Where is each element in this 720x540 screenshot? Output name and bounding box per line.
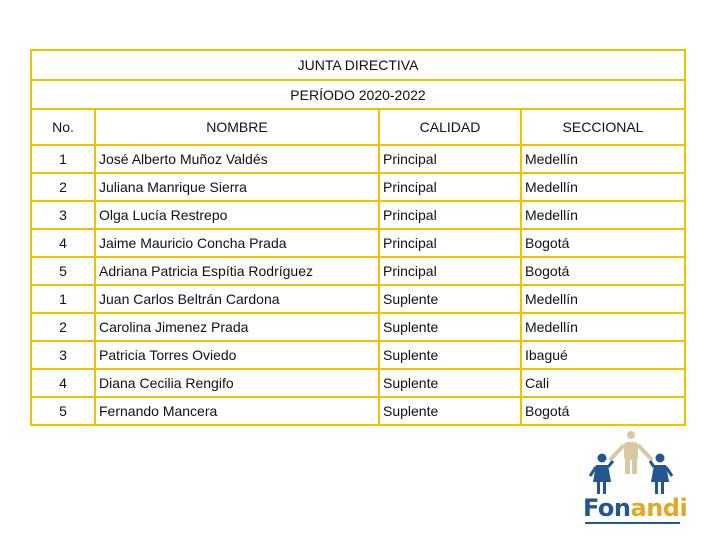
cell-seccional: Bogotá xyxy=(521,229,685,257)
header-name: NOMBRE xyxy=(95,109,379,145)
header-calidad: CALIDAD xyxy=(379,109,521,145)
table-row xyxy=(31,341,685,369)
cell-seccional: Medellín xyxy=(521,145,685,173)
cell-seccional: Medellín xyxy=(521,201,685,229)
cell-seccional: Medellín xyxy=(521,313,685,341)
cell-calidad: Principal xyxy=(379,229,521,257)
cell-no: 2 xyxy=(31,173,95,201)
table-title: JUNTA DIRECTIVA xyxy=(31,50,685,80)
cell-calidad: Principal xyxy=(379,257,521,285)
period-row xyxy=(31,80,685,109)
table-row xyxy=(31,257,685,285)
header-seccional: SECCIONAL xyxy=(521,109,685,145)
cell-seccional: Ibagué xyxy=(521,341,685,369)
table-row xyxy=(31,397,685,425)
cell-calidad: Suplente xyxy=(379,285,521,313)
table-row xyxy=(31,229,685,257)
cell-calidad: Principal xyxy=(379,201,521,229)
wordmark-part2: andi xyxy=(630,494,688,522)
table-row xyxy=(31,369,685,397)
cell-no: 5 xyxy=(31,397,95,425)
cell-name: Fernando Mancera xyxy=(95,397,379,425)
cell-name: Diana Cecilia Rengifo xyxy=(95,369,379,397)
cell-no: 3 xyxy=(31,341,95,369)
cell-no: 5 xyxy=(31,257,95,285)
cell-calidad: Principal xyxy=(379,145,521,173)
cell-calidad: Suplente xyxy=(379,397,521,425)
cell-no: 4 xyxy=(31,369,95,397)
cell-calidad: Suplente xyxy=(379,313,521,341)
table-period: PERÍODO 2020-2022 xyxy=(31,80,685,109)
fonandi-wordmark xyxy=(583,494,687,522)
table-row xyxy=(31,201,685,229)
board-table xyxy=(30,49,686,426)
cell-name: Jaime Mauricio Concha Prada xyxy=(95,229,379,257)
cell-seccional: Bogotá xyxy=(521,257,685,285)
cell-name: Olga Lucía Restrepo xyxy=(95,201,379,229)
cell-calidad: Suplente xyxy=(379,369,521,397)
table-row xyxy=(31,285,685,313)
cell-calidad: Suplente xyxy=(379,341,521,369)
cell-seccional: Medellín xyxy=(521,173,685,201)
cell-seccional: Medellín xyxy=(521,285,685,313)
logo-underline xyxy=(585,522,680,524)
cell-name: José Alberto Muñoz Valdés xyxy=(95,145,379,173)
table-row xyxy=(31,313,685,341)
cell-name: Carolina Jimenez Prada xyxy=(95,313,379,341)
cell-seccional: Cali xyxy=(521,369,685,397)
title-row xyxy=(31,50,685,80)
cell-seccional: Bogotá xyxy=(521,397,685,425)
table-row xyxy=(31,173,685,201)
cell-name: Juliana Manrique Sierra xyxy=(95,173,379,201)
header-no: No. xyxy=(31,109,95,145)
cell-no: 4 xyxy=(31,229,95,257)
cell-no: 1 xyxy=(31,145,95,173)
cell-no: 2 xyxy=(31,313,95,341)
cell-name: Adriana Patricia Espítia Rodríguez xyxy=(95,257,379,285)
table-row xyxy=(31,145,685,173)
cell-name: Patricia Torres Oviedo xyxy=(95,341,379,369)
wordmark-part1: Fon xyxy=(583,494,631,522)
header-row xyxy=(31,109,685,145)
cell-name: Juan Carlos Beltrán Cardona xyxy=(95,285,379,313)
cell-calidad: Principal xyxy=(379,173,521,201)
cell-no: 3 xyxy=(31,201,95,229)
cell-no: 1 xyxy=(31,285,95,313)
